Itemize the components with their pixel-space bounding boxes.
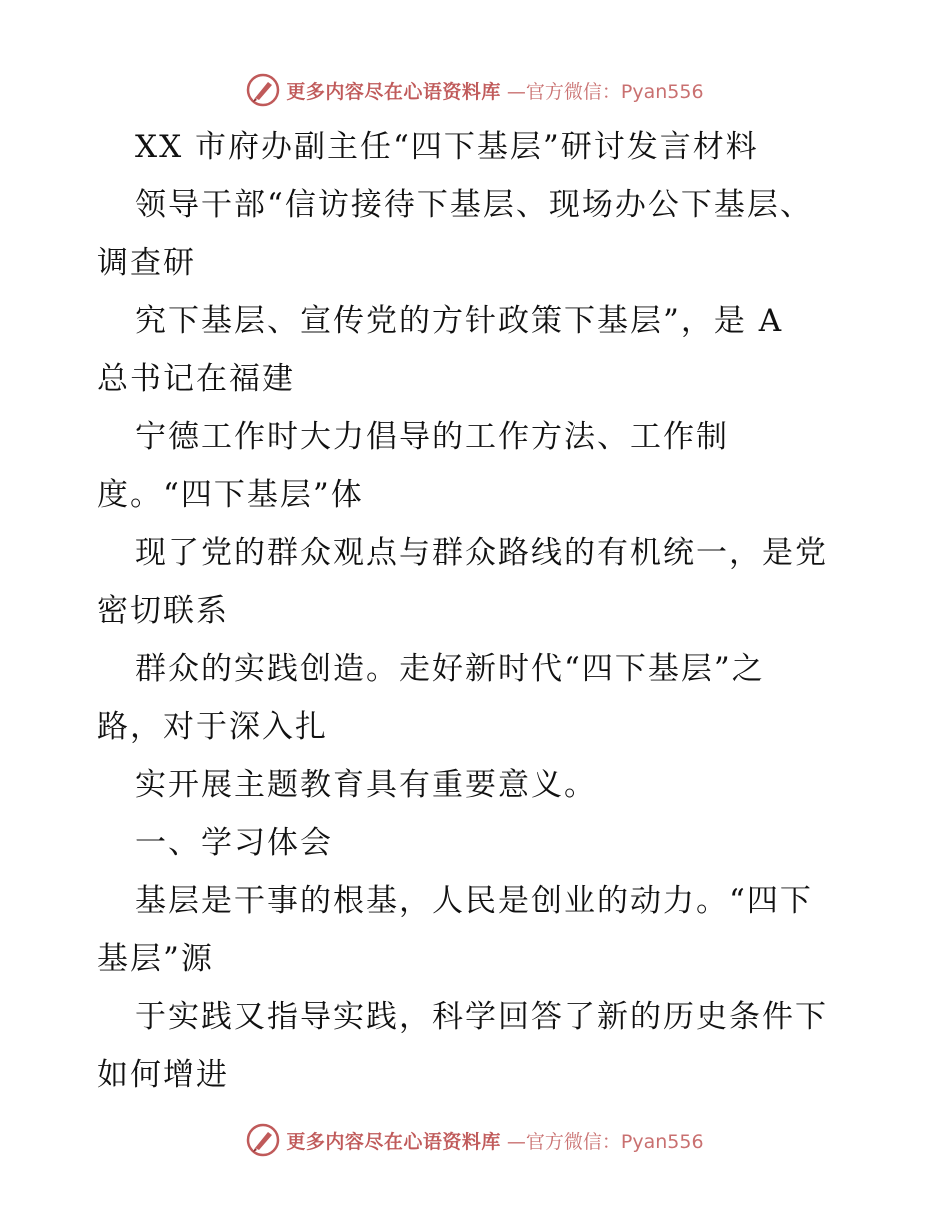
paragraph-line: 究下基层、宣传党的方针政策下基层”，是 A <box>135 303 784 339</box>
paragraph-line: 现了党的群众观点与群众路线的有机统一，是党 <box>135 535 828 571</box>
paragraph-line: 宁德工作时大力倡导的工作方法、工作制 <box>135 419 729 455</box>
footer-contact-text: —官方微信：Pyan556 <box>506 1130 704 1153</box>
quill-pen-logo-icon <box>246 73 280 107</box>
document-title: XX 市府办副主任“四下基层”研讨发言材料 <box>135 129 759 165</box>
paragraph-line: 基层是干事的根基，人民是创业的动力。“四下 <box>135 883 813 919</box>
paragraph-line: 密切联系 <box>97 593 229 629</box>
footer-banner <box>0 1120 950 1160</box>
paragraph-line: 基层”源 <box>97 941 214 977</box>
paragraph-line: 如何增进 <box>97 1057 229 1093</box>
paragraph-line: 实开展主题教育具有重要意义。 <box>135 767 597 803</box>
header-contact-text: —官方微信：Pyan556 <box>506 80 704 103</box>
header-site-text: 更多内容尽在心语资料库 <box>286 80 501 103</box>
paragraph-line: 群众的实践创造。走好新时代“四下基层”之 <box>135 651 765 687</box>
footer-site-text: 更多内容尽在心语资料库 <box>286 1130 501 1153</box>
paragraph-line: 总书记在福建 <box>97 361 295 397</box>
paragraph-line: 路，对于深入扎 <box>97 709 328 745</box>
header-banner <box>0 70 950 110</box>
paragraph-line: 调查研 <box>97 245 196 281</box>
paragraph-line: 度。“四下基层”体 <box>97 477 364 513</box>
paragraph-line: 于实践又指导实践，科学回答了新的历史条件下 <box>135 999 828 1035</box>
quill-pen-logo-icon <box>246 1123 280 1157</box>
section-heading: 一、学习体会 <box>135 825 333 861</box>
paragraph-line: 领导干部“信访接待下基层、现场办公下基层、 <box>135 187 813 223</box>
